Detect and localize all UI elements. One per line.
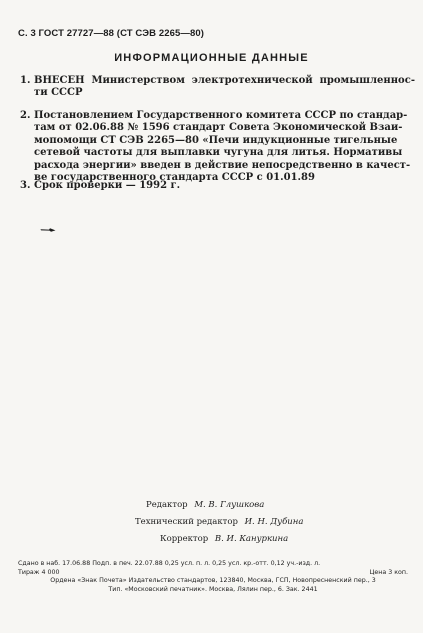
print-data-line: Сдано в наб. 17.06.88 Подп. в печ. 22.07.88 0,25 усл. п. л. 0,25 усл. кр.-отт. 0,12 уч.-изд. л.: [18, 560, 321, 567]
item-line: ти СССР: [34, 87, 83, 99]
item-body: [34, 110, 415, 184]
item-line: Постановлением Государственного комитета СССР по стандар-: [34, 110, 408, 121]
credit-person: В. И. Кануркина: [214, 534, 289, 544]
publisher-line: Ордена «Знак Почета» Издательство стандартов, 123840, Москва, ГСП, Новопресненский пер., 3: [50, 577, 376, 584]
item-word: электротехнической: [191, 75, 313, 86]
item-word: Министерством: [91, 75, 185, 86]
item-body: [34, 180, 334, 192]
printer-line: Тип. «Московский печатник». Москва, Лялин пер., 6. Зак. 2441: [108, 585, 318, 593]
credit-role: Технический редактор: [135, 517, 238, 527]
item-line: [34, 75, 415, 87]
price: Цена 3 коп.: [369, 568, 408, 576]
section-title: ИНФОРМАЦИОННЫЕ ДАННЫЕ: [114, 52, 309, 64]
ink-mark: [40, 227, 56, 233]
item-line: ве государственного стандарта СССР с 01.01.89: [34, 172, 315, 184]
item-line: расхода энергии» введен в действие непосредственно в качест-: [34, 159, 411, 171]
item-body: [34, 75, 415, 100]
credit-role: Корректор: [160, 534, 209, 544]
item-line: мопомощи СТ СЭВ 2265—80 «Печи индукционные тигельные: [34, 134, 398, 146]
item-number: 3.: [20, 180, 31, 191]
page-header: [18, 28, 204, 39]
credit-person: М. В. Глушкова: [194, 500, 265, 510]
credit-person: И. Н. Дубина: [244, 517, 304, 527]
print-run: Тираж 4 000: [18, 568, 60, 576]
credit-editor: [146, 497, 264, 514]
item-word: промышленнос-: [319, 75, 415, 86]
print-data-line: [18, 569, 408, 578]
item-word: ВНЕСЕН: [34, 75, 85, 86]
credit-role: Редактор: [146, 500, 188, 510]
item-line: Срок проверки — 1992 г.: [34, 180, 181, 191]
credit-tech-editor: [135, 514, 303, 531]
header-text: С. 3 ГОСТ 27727—88 (СТ СЭВ 2265—80): [18, 28, 204, 39]
publisher-info: [18, 577, 408, 594]
print-data: [18, 560, 408, 577]
item-number: 2.: [20, 110, 31, 121]
item-line: сетевой частоты для выплавки чугуна для литья. Нормативы: [34, 147, 403, 159]
item-line: там от 02.06.88 № 1596 стандарт Совета Экономической Взаи-: [34, 122, 403, 134]
credit-corrector: [160, 531, 288, 548]
item-number: 1.: [20, 75, 31, 86]
